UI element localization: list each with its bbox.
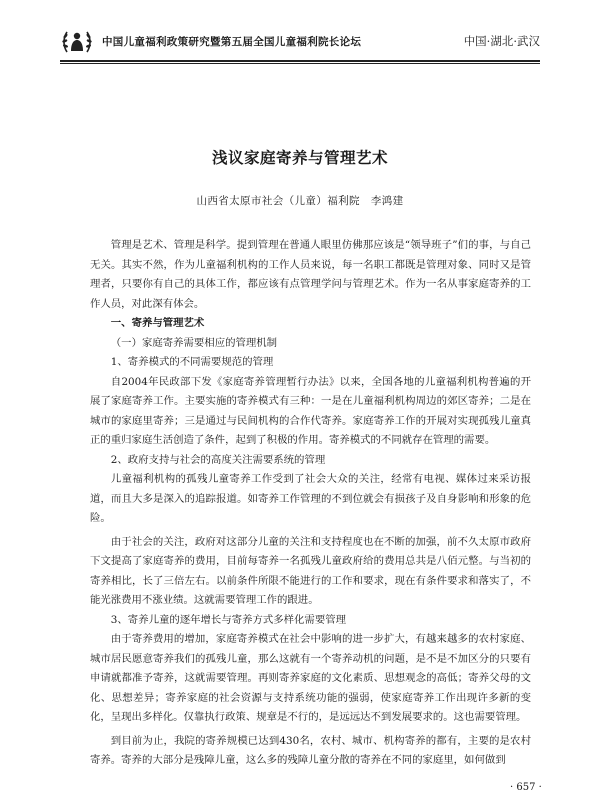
subsection-heading: 3、寄养儿童的逐年增长与寄养方式多样化需要管理 bbox=[110, 613, 346, 626]
page-number: · 657 · bbox=[510, 782, 542, 793]
subsection-heading: 1、寄养模式的不同需要规范的管理 bbox=[110, 356, 274, 368]
paragraph: 到目前为止，我院的寄养规模已达到430名，农村、城市、机构寄养的都有，主要的是农村寄养。寄养的大部分是残障儿童，这么多的残障儿童分散的寄养在不同的家庭里，如何做到 bbox=[90, 734, 531, 766]
leaf-wreath-emblem-icon bbox=[60, 24, 94, 58]
paragraph: 由于寄养费用的增加，家庭寄养模式在社会中影响的进一步扩大，有越来越多的农村家庭、城市居民愿意寄养我们的孤残儿童，那么这就有一个寄养动机的问题，是不是不加区分的只要有申请就都准予寄养，这就需要管理。再则寄养家庭的文化素质、思想观念的高低；寄养父母的文化、思想差异；寄养家庭的社会资源与支持系统功能的强弱，使家庭寄养工作出现许多新的变化，呈现出多样化。仅靠执行政策、规章是不行的，是远远达不到发展要求的。这也需要管理。 bbox=[90, 633, 531, 723]
section-heading: 一、寄养与管理艺术 bbox=[110, 317, 205, 329]
article-body bbox=[90, 236, 531, 771]
header-divider bbox=[60, 60, 540, 64]
paragraph: 管理是艺术、管理是科学。提到管理在普通人眼里仿佛那应该是“领导班子”们的事，与自己无关。其实不然，作为儿童福利机构的工作人员来说，每一名职工都既是管理对象、同时又是管理者，只要你有自己的具体工作，都应该有点管理学问与管理艺术。作为一名从事家庭寄养的工作人员，对此深有体会。 bbox=[90, 239, 531, 310]
paragraph: 由于社会的关注，政府对这部分儿童的关注和支持程度也在不断的加强，前不久太原市政府下文提高了家庭寄养的费用，目前每寄养一名孤残儿童政府给的费用总共是八佰元整。与当初的寄养相比，长了三倍左右。以前条件所限不能进行的工作和要求，现在有条件要求和落实了，不能光涨费用不涨业绩。这就需要管理工作的跟进。 bbox=[90, 535, 531, 606]
subsection-heading: 2、政府支持与社会的高度关注需要系统的管理 bbox=[110, 453, 326, 466]
page-header bbox=[60, 24, 540, 58]
header-title: 中国儿童福利政策研究暨第五届全国儿童福利院长论坛 bbox=[102, 36, 362, 48]
paragraph: 自2004年民政部下发《家庭寄养管理暂行办法》以来，全国各地的儿童福利机构普遍的开展了家庭寄养工作。主要实施的寄养模式有三种：一是在儿童福利机构周边的郊区寄养；二是在城市的家庭里寄养；三是通过与民间机构的合作代寄养。家庭寄养工作的开展对实现孤残儿童真正的重归家庭生活创造了条件，起到了积极的作用。寄养模式的不同就存在管理的需要。 bbox=[90, 375, 531, 446]
header-location: 中国·湖北·武汉 bbox=[463, 34, 540, 48]
author-byline: 山西省太原市社会（儿童）福利院 李鸿建 bbox=[196, 195, 404, 207]
paragraph: 儿童福利机构的孤残儿童寄养工作受到了社会大众的关注，经常有电视、媒体过来采访报道，而且大多是深入的追踪报道。如寄养工作管理的不到位就会有损孩子及自身影响和形象的危险。 bbox=[90, 473, 531, 524]
subsection-heading: （一）家庭寄养需要相应的管理机制 bbox=[110, 336, 278, 349]
article-title: 浅议家庭寄养与管理艺术 bbox=[211, 148, 388, 167]
